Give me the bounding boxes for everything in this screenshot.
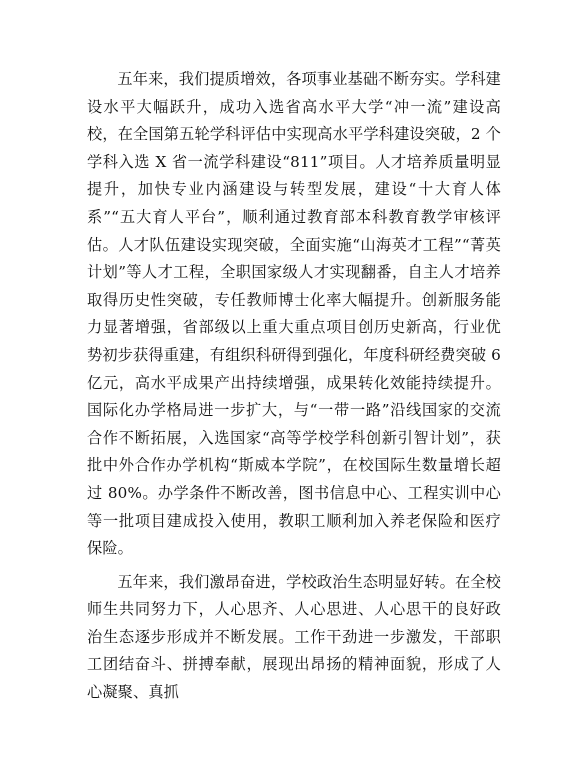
document-body [87, 66, 501, 713]
paragraph-political-ecology: 五年来，我们激昂奋进，学校政治生态明显好转。在全校师生共同努力下，人心思齐、人心思进、人心思干的良好政治生态逐步形成并不断发展。工作干劲进一步激发，干部职工团结奋斗、拼搏奉献，展现出昂扬的精神面貌，形成了人心凝聚、真抓 [87, 572, 501, 702]
paragraph-achievements: 五年来，我们提质增效，各项事业基础不断夯实。学科建设水平大幅跃升，成功入选省高水平大学“冲一流”建设高校，在全国第五轮学科评估中实现高水平学科建设突破，2 个学科入选 X 省一流学科建设“811”项目。人才培养质量明显提升，加快专业内涵建设与转型发展，建设“十大育人体系”“五大育人平台”，顺利通过教育部本科教育教学审核评估。人才队伍建设实现突破，全面实施“山海英才工程”“菁英计划”等人才工程，全职国家级人才实现翻番，自主人才培养取得历史性突破，专任教师博士化率大幅提升。创新服务能力显著增强，省部级以上重大重点项目创历史新高，行业优势初步获得重建，有组织科研得到强化，年度科研经费突破 6 亿元，高水平成果产出持续增强，成果转化效能持续提升。国际化办学格局进一步扩大，与“一带一路”沿线国家的交流合作不断拓展，入选国家“高等学校学科创新引智计划”，获批中外合作办学机构“斯威本学院”，在校国际生数量增长超过 80%。办学条件不断改善，图书信息中心、工程实训中心等一批项目建成投入使用，教职工顺利加入养老保险和医疗保险。 [87, 70, 501, 558]
